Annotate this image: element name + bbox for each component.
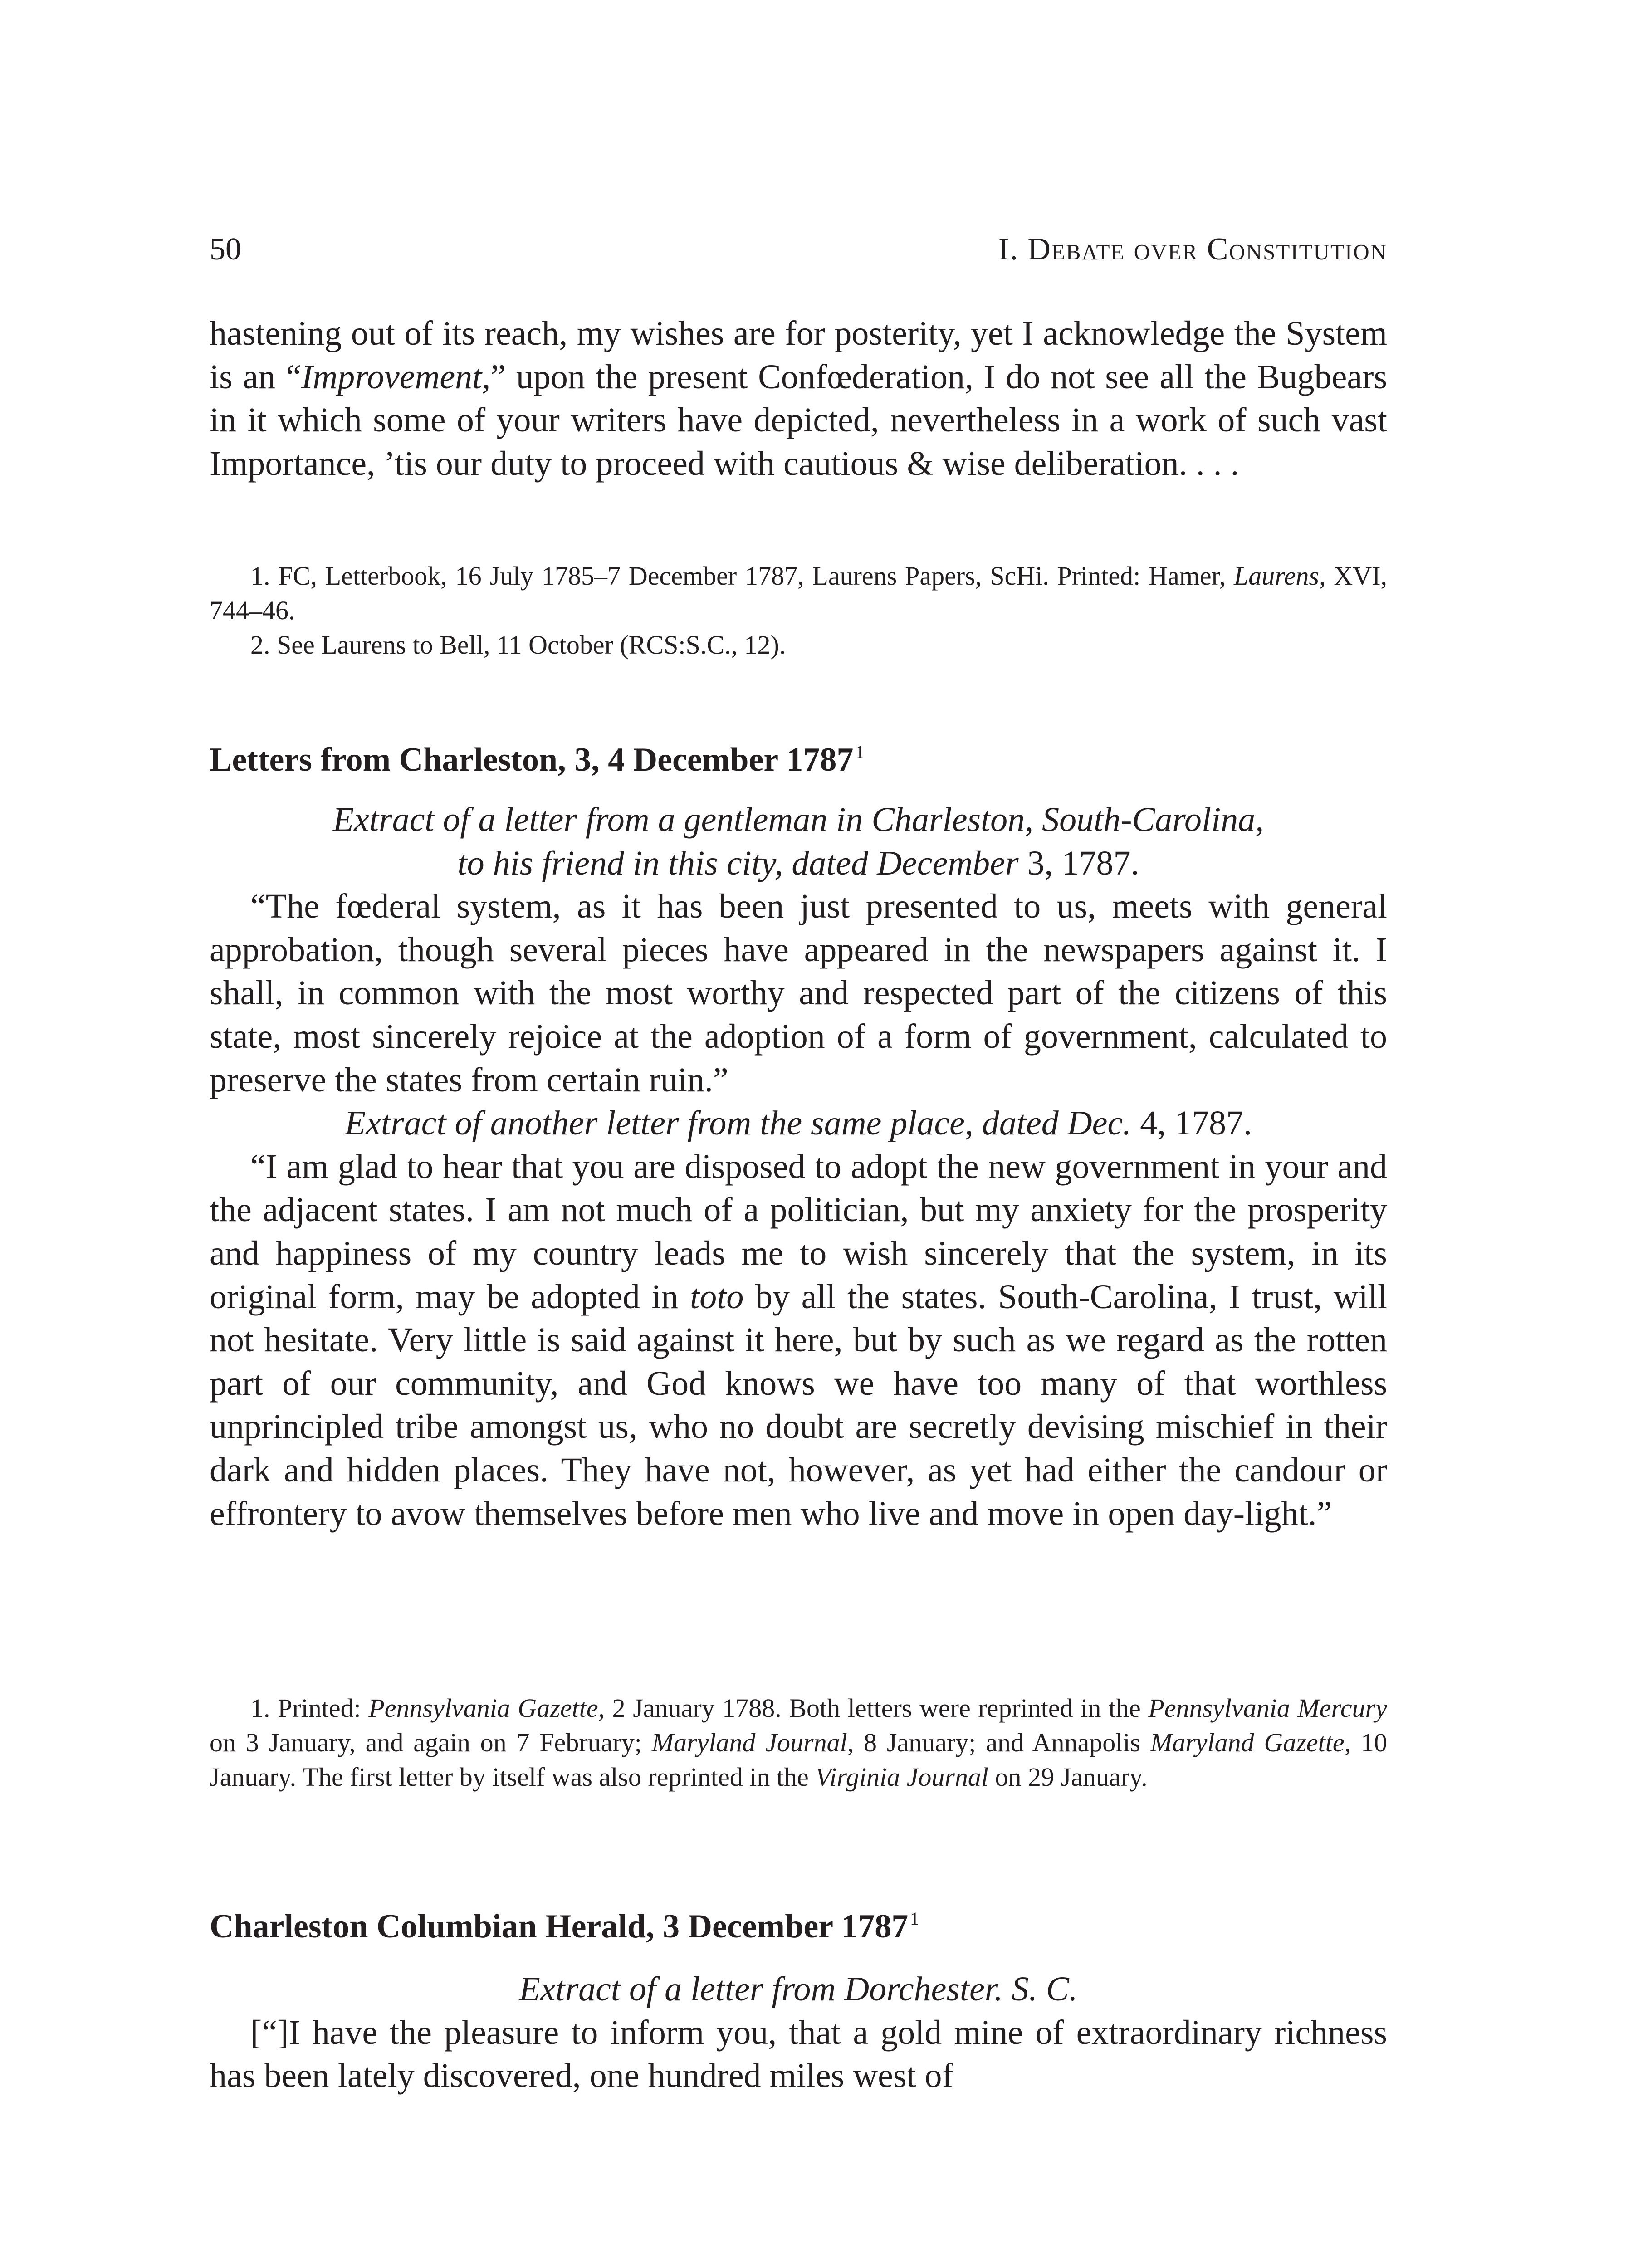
section-2-body	[210, 1968, 1387, 2098]
section-1-heading-text: Letters from Charleston, 3, 4 December 1787	[210, 741, 854, 778]
s1-note-i1: Pennsylvania Gazette,	[368, 1693, 605, 1723]
s1-note-b: 2 January 1788. Both letters were reprinted in the	[605, 1693, 1149, 1723]
letter-2-italic: toto	[690, 1277, 744, 1316]
section-1-subtitle-line-2	[210, 842, 1387, 885]
footnote-1-text-a: 1. FC, Letterbook, 16 July 1785–7 December 1787, Laurens Papers, ScHi. Printed: Hamer,	[250, 561, 1234, 591]
section-1-subtitle-2-date: 3, 1787.	[1018, 844, 1139, 882]
section-1-subtitle-3-date: 4, 1787.	[1131, 1104, 1252, 1143]
s1-note-c: on 3 January, and again on 7 February;	[210, 1728, 652, 1757]
running-title: I. Debate over Constitution	[998, 232, 1387, 267]
intro-block	[210, 312, 1387, 485]
s1-note-e: 10 January. The first letter by itself was also reprinted in the	[210, 1728, 1387, 1792]
section-2-heading-block	[210, 1896, 1387, 1949]
section-1-subtitle-1-text: Extract of a letter from a gentleman in Charleston, South-Carolina,	[332, 801, 1264, 839]
section-1-subtitle-line-1	[210, 798, 1387, 842]
section-1-footnote	[210, 1691, 1387, 1794]
section-1-footnote-ref: 1	[855, 742, 865, 762]
section-1-subtitle-3-italic: Extract of another letter from the same place, dated Dec.	[344, 1104, 1132, 1143]
letter-2-text-a: “I am glad to hear that you are disposed to adopt the new government in your and the adjacent states. I am not much of a politician, but my anxiety for the prosperity and happiness of my country leads me to wish sincerely that the system, in its original form, may be adopted in	[210, 1147, 1387, 1316]
section-2-text: [“]I have the pleasure to inform you, that a gold mine of extraordinary richness has been lately discovered, one hundred miles west of	[210, 2013, 1387, 2095]
letter-2-paragraph	[210, 1145, 1387, 1535]
footnote-1-text-b: XVI, 744–46.	[210, 561, 1387, 625]
section-2-paragraph	[210, 2011, 1387, 2098]
section-2-heading-text: Charleston Columbian Herald, 3 December 1787	[210, 1908, 909, 1945]
intro-paragraph	[210, 312, 1387, 485]
footnote-1-italic: Laurens,	[1234, 561, 1326, 591]
section-1-subtitle-3	[210, 1102, 1387, 1145]
letter-2-text-b: by all the states. South-Carolina, I trust, will not hesitate. Very little is said against it here, but by such as we regard as the rotten part of our community, and God knows we have too many of that worthless unprincipled tribe amongst us, who no doubt are secretly devising mischief in their dark and hidden places. They have not, however, as yet had either the candour or effrontery to avow themselves before men who live and move in open day-light.”	[210, 1277, 1387, 1533]
section-1-subtitle-2-italic: to his friend in this city, dated December	[457, 844, 1019, 882]
intro-text-a: hastening out of its reach, my wishes are for posterity, yet I acknowledge the System is an “	[210, 314, 1387, 396]
section-2-footnote-ref: 1	[910, 1908, 919, 1929]
s1-note-d: 8 January; and Annapolis	[854, 1728, 1150, 1757]
section-1-heading-block	[210, 729, 1387, 782]
footnotes-section-1	[210, 1691, 1387, 1794]
letter-1-paragraph	[210, 885, 1387, 1102]
s1-note-i5: Virginia Journal	[815, 1762, 989, 1792]
footnotes-intro	[210, 559, 1387, 662]
footnote-2	[210, 628, 1387, 662]
footnote-1	[210, 559, 1387, 628]
section-2-heading	[210, 1896, 1387, 1949]
s1-note-i3: Maryland Journal,	[651, 1728, 854, 1757]
section-1-heading	[210, 729, 1387, 782]
intro-text-b: ” upon the present Confœderation, I do not see all the Bugbears in it which some of your writers have depicted, nevertheless in a work of such vast Importance, ’tis our duty to proceed with cautious & wise deliberation. . . .	[210, 357, 1388, 483]
section-1-body	[210, 798, 1387, 1535]
s1-note-f: on 29 January.	[988, 1762, 1148, 1792]
s1-note-i4: Maryland Gazette,	[1150, 1728, 1351, 1757]
section-2-subtitle	[210, 1968, 1387, 2011]
page-number: 50	[210, 232, 241, 267]
letter-1-text: “The fœderal system, as it has been just presented to us, meets with general approbation, though several pieces have appeared in the newspapers against it. I shall, in common with the most worthy and respected part of the citizens of this state, most sincerely rejoice at the adoption of a form of government, calculated to preserve the states from certain ruin.”	[210, 887, 1387, 1099]
s1-note-i2: Pennsylvania Mercury	[1148, 1693, 1387, 1723]
intro-text-italic: Improvement,	[301, 357, 491, 396]
section-2-subtitle-text: Extract of a letter from Dorchester. S. C.	[519, 1970, 1078, 2008]
s1-note-a: 1. Printed:	[250, 1693, 369, 1723]
footnote-2-text: 2. See Laurens to Bell, 11 October (RCS:S.C., 12).	[250, 630, 786, 660]
